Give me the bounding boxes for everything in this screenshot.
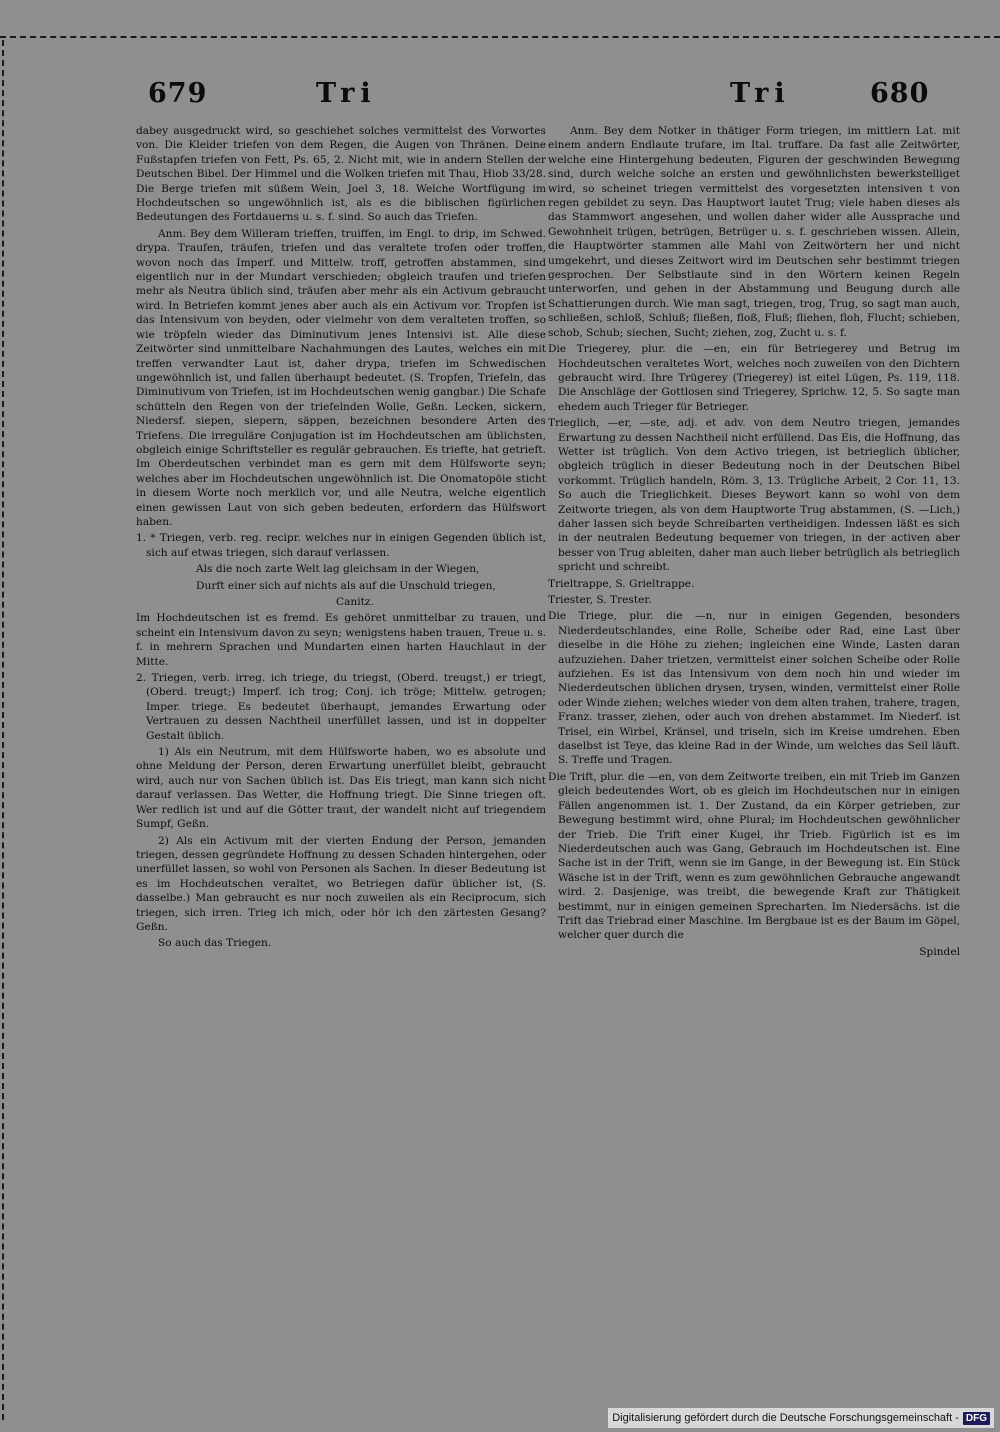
paragraph: 2) Als ein Activum mit der vierten Endung der Person, jemanden triegen, dessen gegründete Hoffnung zu dessen Schaden hintergehen, oder unerfüllet lassen, so wohl von Personen als Sachen. In dieser Bedeutung ist es im Hochdeutschen veraltet, wo Betriegen dafür üblicher ist, (S. dasselbe.) Man gebraucht es nur noch zuweilen als ein Reciprocum, sich triegen, sich irren. Trieg ich mich, oder hör ich den zärtesten Gesang? Geßn. <box>136 834 546 933</box>
entry-trieglich: Trieglich, —er, —ste, adj. et adv. von dem Neutro triegen, jemandes Erwartung zu dessen Nachtheil nicht erfüllend. Das Eis, die Hoffnung, das Wetter ist trüglich. Von dem Activo triegen, ist betrieglich üblicher, obgleich trüglich in dieser Bedeutung noch in der Deutschen Bibel vorkommt. Trüglich handeln, Röm. 3, 13. Trügliche Arbeit, 2 Cor. 11, 13. So auch die Trieglichkeit. Dieses Beywort kann so wohl von dem Zeitworte triegen, als von dem Hauptworte Trug abstammen, (S. —Lich,) daher lassen sich beyde Schreibarten vertheidigen. Indessen läßt es sich in der neutralen Bedeutung bequemer von triegen, in der activen aber besser von Trug ableiten, daher man auch lieber betrüglich als betrieglich spricht und schreibt. <box>548 417 960 574</box>
verse-citation: Canitz. <box>336 596 374 608</box>
left-column <box>136 124 546 953</box>
top-border <box>0 36 1000 38</box>
entry-triester: Triester, S. Trester. <box>548 594 652 606</box>
entry-triegerey: Die Triegerey, plur. die —en, ein für Betriegerey und Betrug im Hochdeutschen veraltetes Wort, welches noch zuweilen von den Dichtern gebraucht wird. Ihre Trügerey (Triegerey) ist eitel Lügen, Ps. 119, 118. Die Anschläge der Gottlosen sind Triegerey, Sprichw. 12, 5. So sagte man ehedem auch Trieger für Betrieger. <box>548 343 960 413</box>
entry-triege: Die Triege, plur. die —n, nur in einigen Gegenden, besonders Niederdeutschlandes, eine Rolle, Scheibe oder Rad, eine Last über dieselbe in die Höhe zu ziehen; ingleichen eine Winde, Lasten daran aufzuziehen. Daher trietzen, vermittelst einer solchen Scheibe oder Rolle aufziehen. Es ist das Intensivum von dem noch hin und wieder im Niederdeutschen üblichen drysen, trysen, winden, vermittelst einer Rolle oder Winde ziehen; welches wieder von dem alten trahen, trahere, tragen, Franz. trasser, ziehen, oder auch von drehen abstammet. Im Niederf. ist Trisel, ein Wirbel, Kränsel, und triseln, sich im Kreise umdrehen. Eben daselbst ist Teye, das kleine Rad in der Winde, um welches das Seil läuft. S. Treffe und Tragen. <box>548 610 960 767</box>
verse-line: Durft einer sich auf nichts als auf die Unschuld triegen, <box>196 579 496 592</box>
paragraph: Anm. Bey dem Willeram trieffen, truiffen, im Engl. to drip, im Schwed. drypa. Traufen, träufen, triefen und das veraltete trofen oder troffen, wovon noch das Imperf. und Mittelw. troff, getroffen abstammen, sind eigentlich nur in der Mundart verschieden; obgleich traufen und triefen mehr als Neutra üblich sind, träufen aber mehr als ein Activum gebraucht wird. In Betriefen kommt jenes aber auch als ein Activum vor. Tropfen ist das Intensivum von beyden, oder vielmehr von dem veralteten troffen, so wie tröpfeln wieder das Diminutivum jenes Intensivi ist. Alle diese Zeitwörter sind unmittelbare Nachahmungen des Lautes, welches ein mit treffen verwandter Laut ist, daher drypa, triefen im Schwedischen ungewöhnlich ist, und fallen überhaupt bedeutet. (S. Tropfen, Triefeln, das Diminutivum von Triefen, ist im Hochdeutschen wenig gangbar.) Die Schafe schütteln den Regen von der triefelnden Wolle, Geßn. Lecken, sickern, Niedersf. siepen, siepern, säppen, bezeichnen besondere Arten des Triefens. Die irreguläre Conjugation ist im Hochdeutschen am üblichsten, obgleich einige Schriftsteller es regulär gebrauchen. Es triefte, hat getrieft. Im Oberdeutschen verbindet man es gern mit dem Hülfsworte seyn; welches aber im Hochdeutschen ungewöhnlich ist. Die Onomatopöie sticht in diesem Worte noch merklich vor, und alle Neutra, welche eigentlich einen gewissen Laut von sich geben bedeuten, erfordern das Hülfswort haben. <box>136 227 546 528</box>
right-column <box>548 124 960 961</box>
digitization-credit <box>608 1408 994 1428</box>
paragraph: Anm. Bey dem Notker in thätiger Form triegen, im mittlern Lat. mit einem andern Endlaute trufare, im Ital. truffare. Da fast alle Zeitwörter, welche eine Hintergehung bedeuten, Figuren der geschwinden Bewegung sind, durch welche solche an ersten und gewöhnlichsten bewerkstelliget wird, so scheinet triegen vermittelst des vorgesetzten intensiven t von regen gebildet zu seyn. Das Hauptwort lautet Trug; viele haben dieses als das Stammwort angesehen, und wollen daher wider alle Aussprache und Gewohnheit trügen, betrügen, Betrüger u. s. f. geschrieben wissen. Allein, die Hauptwörter stammen alle Mahl von Zeitwörtern her und nicht umgekehrt, und dieses Zeitwort wird im Deutschen sehr bestimmt triegen gesprochen. Der Selbstlaute sind in den Wörtern keinen Regeln unterworfen, und gehen in der Abstammung und Beugung durch alle Schattierungen durch. Wie man sagt, triegen, trog, Trug, so sagt man auch, schließen, schloß, Schluß; fließen, floß, Fluß; fliehen, floh, Flucht; schieben, schob, Schub; siechen, Sucht; ziehen, zog, Zucht u. s. f. <box>548 125 960 339</box>
page-number-left: 679 <box>148 78 208 109</box>
catchword: Spindel <box>919 945 960 958</box>
paragraph: dabey ausgedruckt wird, so geschiehet solches vermittelst des Vorwortes von. Die Kleider triefen von dem Regen, die Augen von Thränen. Deine Fußstapfen triefen von Fett, Ps. 65, 2. Nicht mit, wie in andern Stellen der Deutschen Bibel. Der Himmel und die Wolken triefen mit Thau, Hiob 33/28. Die Berge triefen mit süßem Wein, Joel 3, 18. Welche Wortfügung im Hochdeutschen so ungewöhnlich ist, als es die biblischen figürlichen Bedeutungen des Fortdauerns u. s. f. sind. So auch das Triefen. <box>136 125 546 224</box>
running-head-left: Tri <box>316 78 377 109</box>
entry-triegen-1: 1. * Triegen, verb. reg. recipr. welches nur in einigen Gegenden üblich ist, sich auf etwas triegen, sich darauf verlassen. <box>136 532 546 559</box>
paragraph: 1) Als ein Neutrum, mit dem Hülfsworte haben, wo es absolute und ohne Meldung der Person, deren Erwartung unerfüllet bleibt, gebraucht wird, auch nur von Sachen üblich ist. Das Eis triegt, man kann sich nicht darauf verlassen. Das Wetter, die Hoffnung triegt. Die Sinne triegen oft. Wer redlich ist und auf die Götter traut, der wandelt nicht auf triegendem Sumpf, Geßn. <box>136 746 546 831</box>
entry-trieltrappe: Trieltrappe, S. Grieltrappe. <box>548 577 695 590</box>
entry-trift: Die Trift, plur. die —en, von dem Zeitworte treiben, ein mit Trieb im Ganzen gleich bedeutendes Wort, ob es gleich im Hochdeutschen nur in einigen Fällen angenommen ist. 1. Der Zustand, da ein Körper getrieben, zur Bewegung bestimmt wird, ohne Plural; im Hochdeutschen gewöhnlicher der Trieb. Die Trift einer Kugel, ihr Trieb. Figürlich ist es im Niederdeutschen auch was Gang, Gebrauch im Hochdeutschen ist. Eine Sache ist in der Trift, wenn sie im Gange, in der Bewegung ist. Ein Stück Wäsche ist in der Trift, wenn es zum gewöhnlichen Gebrauche angewandt wird. 2. Dasjenige, was treibt, die bewegende Kraft zur Thätigkeit bestimmt, nur in einigen gemeinen Sprecharten. Im Niedersächs. ist die Trift das Triebrad einer Maschine. Im Bergbaue ist es der Baum im Göpel, welcher quer durch die <box>548 770 960 942</box>
paragraph: Im Hochdeutschen ist es fremd. Es gehöret unmittelbar zu trauen, und scheint ein Intensivum davon zu seyn; wenigstens haben trauen, Treue u. s. f. in mehrern Sprachen und Mundarten einen harten Hauchlaut in der Mitte. <box>136 612 546 668</box>
page-number-right: 680 <box>870 78 930 109</box>
left-border <box>2 40 4 1420</box>
running-head-right: Tri <box>730 78 791 109</box>
paragraph: So auch das Triegen. <box>158 937 272 950</box>
entry-triegen-2: 2. Triegen, verb. irreg. ich triege, du triegst, (Oberd. treugst,) er triegt, (Oberd. treugt;) Imperf. ich trog; Conj. ich tröge; Mittelw. getrogen; Imper. triege. Es bedeutet überhaupt, jemandes Erwartung oder Vertrauen zu dessen Nachtheil unerfüllet lassen, und ist in doppelter Gestalt üblich. <box>136 672 546 742</box>
credit-text: Digitalisierung gefördert durch die Deutsche Forschungsgemeinschaft - <box>612 1412 959 1424</box>
dfg-logo: DFG <box>963 1412 990 1425</box>
verse-line: Als die noch zarte Welt lag gleichsam in der Wiegen, <box>196 563 480 576</box>
